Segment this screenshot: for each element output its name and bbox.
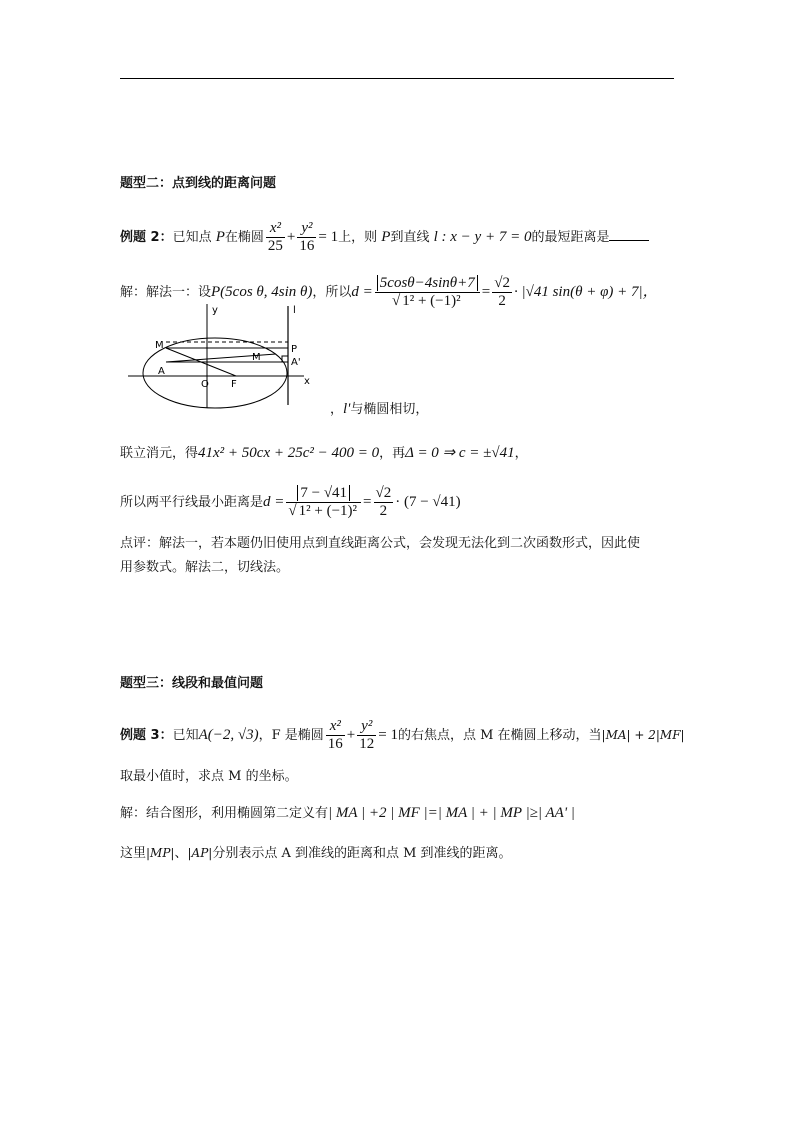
tangent-text: 与椭圆相切， xyxy=(350,402,429,417)
example2-text-b: 在椭圆 xyxy=(224,230,264,245)
example2-text-c: 上，则 xyxy=(338,230,378,245)
ellipse3-frac-y xyxy=(357,718,376,753)
min-den-wrap: √ 1² + (−1)² xyxy=(288,503,358,519)
min-sqrt2-den: 2 xyxy=(379,503,388,519)
solution3-explain xyxy=(120,842,680,865)
example2-text-a: 已知点 xyxy=(172,230,212,245)
ellipse-frac-x-num: x² xyxy=(266,220,285,238)
ellipse-figure xyxy=(126,300,316,412)
min-fraction xyxy=(286,485,361,520)
example2-point-p2: P xyxy=(381,229,391,245)
line-equation: l : x − y + 7 = 0 xyxy=(433,229,532,245)
label-x: x xyxy=(304,376,310,387)
solution3-expr: | MA | +2 | MF |=| MA | + | MP |≥| AA' | xyxy=(328,805,575,821)
elimination-line xyxy=(120,442,680,465)
ellipse3-frac-x xyxy=(326,718,345,753)
ellipse3-frac-x-den: 16 xyxy=(327,736,343,752)
min-text: 所以两平行线最小距离是 xyxy=(120,495,264,510)
ellipse3-frac-y-den: 12 xyxy=(359,736,375,752)
ellipse-frac-x xyxy=(266,220,285,255)
distance-rest: · |√41 sin(θ + φ) + 7|， xyxy=(513,284,658,300)
label-m-left: M xyxy=(155,340,164,351)
tangent-prefix: ， xyxy=(330,402,344,417)
sqrt2-den: 2 xyxy=(498,293,506,309)
label-l: l xyxy=(293,305,296,316)
example3-text-b: ，F 是椭圆 xyxy=(258,728,324,743)
solution2-method1: 解：解法一：设P(5cos θ, 4sin θ)，所以d = $\frac{5\cos\theta-4\sin\theta+7}{\text{√ 1² + (−1)²}}$ = $\frac{√2}{2}$ · |√41 sin(θ + φ) + 7|， xyxy=(120,275,658,309)
elim-text: 联立消元，得 xyxy=(120,446,199,461)
explain-b: 分别表示点 A 到准线的距离和点 M 到准线的距离。 xyxy=(212,846,512,861)
distance-den: 1² + (−1)² xyxy=(402,293,461,309)
distance-num: 5cosθ−4sinθ+7 xyxy=(377,275,478,291)
distance-fraction xyxy=(375,275,480,310)
solution3-prefix: 解：结合图形，利用椭圆第二定义有 xyxy=(120,806,329,821)
cond-expr: |MA| + 2|MF| xyxy=(601,728,685,742)
ellipse-eq-one: = 1 xyxy=(318,229,339,245)
example2-point-p: P xyxy=(215,229,225,245)
example3-statement xyxy=(120,718,685,753)
d-equals: d = xyxy=(351,284,373,300)
ellipse-frac-y xyxy=(297,220,316,255)
example2-text-d: 到直线 xyxy=(390,230,430,245)
example3-text-c: 的右焦点，点 M 在椭圆上移动，当 xyxy=(397,728,602,743)
sqrt2-num: √2 xyxy=(494,275,510,291)
example2-statement xyxy=(120,220,680,255)
distance-num-wrap xyxy=(375,275,480,293)
param-point: P(5cos θ, 4sin θ) xyxy=(211,284,313,300)
min-rest: · (7 − √41) xyxy=(395,494,461,510)
ellipse-frac-y-num: y² xyxy=(297,220,316,238)
label-m-right: M xyxy=(252,352,261,363)
example3-label: 例题 3： xyxy=(120,728,173,743)
tangent-note xyxy=(330,398,428,421)
min-sqrt2-over-2 xyxy=(374,485,394,520)
min-d-eq: d = xyxy=(263,494,285,510)
label-a-prime: A' xyxy=(291,357,301,368)
example2-label: 例题 2： xyxy=(120,230,173,245)
again-text: ，再 xyxy=(379,446,406,461)
remark xyxy=(120,532,680,580)
ellipse3-plus: + xyxy=(346,727,356,743)
min-num-wrap xyxy=(286,485,361,503)
elim-end: ， xyxy=(514,446,528,461)
sqrt2-over-2 xyxy=(492,275,512,310)
min-sqrt2-num: √2 xyxy=(375,485,392,501)
min-distance-line: 所以两平行线最小距离是d = $\frac{7 - √41}{\text{√ 1² + (−1)²}}$ = $\frac{√2}{2}$ · (7 − √41) xyxy=(120,485,461,519)
explain-a: 这里 xyxy=(120,846,147,861)
remark-line1: 点评：解法一，若本题仍旧使用点到直线距离公式，会发现无法化到二次函数形式，因此使 xyxy=(120,536,641,551)
ellipse3-eq-one: = 1 xyxy=(378,727,398,743)
label-p: P xyxy=(291,344,298,355)
ellipse3-frac-y-num: y² xyxy=(357,718,376,736)
explain-mp: |MP| xyxy=(146,846,175,860)
label-a: A xyxy=(158,366,165,377)
label-o: O xyxy=(201,379,209,390)
answer-blank xyxy=(609,228,649,241)
remark-line2: 用参数式。解法二，切线法。 xyxy=(120,560,290,575)
tangent-l: l' xyxy=(343,401,351,417)
min-den: 1² + (−1)² xyxy=(298,503,358,519)
example2-text-e: 的最短距离是 xyxy=(531,230,610,245)
elim-eq: 41x² + 50cx + 25c² − 400 = 0 xyxy=(198,445,380,461)
header-rule xyxy=(120,78,674,79)
solution3 xyxy=(120,802,680,825)
distance-den-wrap: √ 1² + (−1)² xyxy=(391,293,461,309)
label-f: F xyxy=(231,379,237,390)
section2-title: 题型二：点到线的距离问题 xyxy=(120,176,277,191)
label-y: y xyxy=(212,305,218,316)
point-a: A(−2, √3) xyxy=(198,727,259,743)
delta-eq: Δ = 0 ⇒ c = ±√41 xyxy=(405,445,515,461)
example3-text-a: 已知 xyxy=(172,728,199,743)
explain-ap: |AP| xyxy=(187,846,213,860)
solution2-so: ，所以 xyxy=(312,285,352,300)
ellipse-plus: + xyxy=(286,229,296,245)
min-num: 7 − √41 xyxy=(297,485,350,501)
ellipse-frac-x-den: 25 xyxy=(267,238,283,254)
ellipse-frac-y-den: 16 xyxy=(299,238,315,254)
ellipse3-frac-x-num: x² xyxy=(326,718,345,736)
example3-line2: 取最小值时，求点 M 的坐标。 xyxy=(120,769,298,784)
explain-sep: 、 xyxy=(174,846,188,861)
section3-title: 题型三：线段和最值问题 xyxy=(120,676,264,691)
solution2-label: 解：解法一：设 xyxy=(120,285,212,300)
